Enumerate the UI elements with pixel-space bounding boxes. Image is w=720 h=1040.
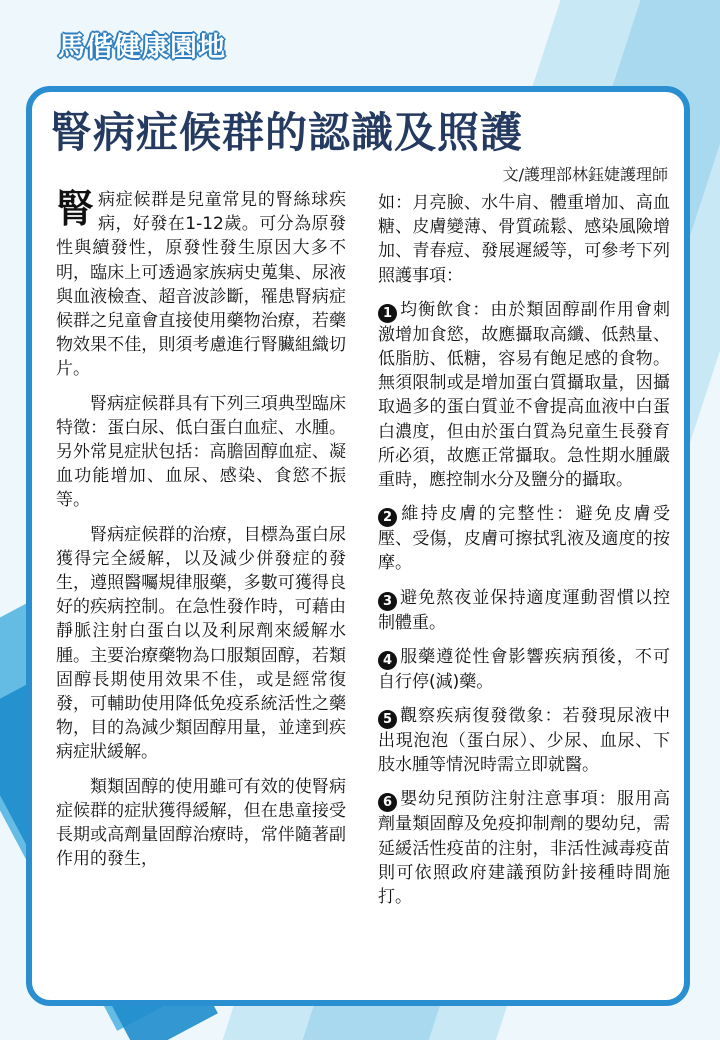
care-item-text: 維持皮膚的完整性：避免皮膚受壓、受傷，皮膚可擦拭乳液及適度的按摩。 bbox=[378, 504, 670, 574]
care-item bbox=[378, 787, 670, 909]
right-column bbox=[378, 191, 670, 919]
care-item bbox=[378, 298, 670, 492]
paragraph-treatment: 腎病症候群的治療，目標為蛋白尿獲得完全緩解，以及減少併發症的發生，遵照醫囑規律服藥，多數可獲得良好的疾病控制。在急性發作時，可藉由靜脈注射白蛋白以及利尿劑來緩解水腫。主要治療藥物為口服類固醇，若類固醇長期使用效果不佳，或是經常復發，可輔助使用降低免疫系統活性之藥物，目的為減少類固醇用量，並達到疾病症狀緩解。 bbox=[56, 524, 346, 763]
care-item bbox=[378, 586, 670, 635]
care-item-text: 觀察疾病復發徵象：若發現尿液中出現泡泡（蛋白尿）、少尿、血尿、下肢水腫等情況時需立即就醫。 bbox=[378, 706, 670, 776]
dropcap: 腎 bbox=[56, 187, 95, 231]
left-column bbox=[56, 188, 346, 881]
paragraph-side-effects: 如：月亮臉、水牛肩、體重增加、高血糖、皮膚變薄、骨質疏鬆、感染風險增加、青春痘、發展遲緩等，可參考下列照護事項： bbox=[378, 193, 670, 286]
number-badge-icon: 3 bbox=[378, 592, 397, 611]
paragraph-intro bbox=[56, 188, 346, 382]
care-item bbox=[378, 645, 670, 694]
number-badge-icon: 6 bbox=[378, 793, 397, 812]
number-badge-icon: 2 bbox=[378, 508, 397, 527]
care-item bbox=[378, 704, 670, 777]
number-badge-icon: 1 bbox=[378, 304, 397, 323]
care-item-text: 均衡飲食：由於類固醇副作用會刺激增加食慾，故應攝取高纖、低熱量、低脂肪、低糖，容易有飽足感的食物。無須限制或是增加蛋白質攝取量，因攝取過多的蛋白質並不會提高血液中白蛋白濃度，但由於蛋白質為兒童生長發育所必須，故應正常攝取。急性期水腫嚴重時，應控制水分及鹽分的攝取。 bbox=[378, 299, 670, 491]
paragraph-steroid: 類類固醇的使用雖可有效的使腎病症候群的症狀獲得緩解，但在患童接受長期或高劑量固醇治療時，常伴隨著副作用的發生， bbox=[56, 776, 346, 870]
article-author: 文/護理部林鈺婕護理師 bbox=[502, 165, 668, 184]
paragraph-text: 病症候群是兒童常見的腎絲球疾病，好發在1-12歲。可分為原發性與續發性，原發性發生原因大多不明，臨床上可透過家族病史蒐集、尿液與血液檢查、超音波診斷，罹患腎病症候群之兒童會直接使用藥物治療，若藥物效果不佳，則須考慮進行腎臟組織切片。 bbox=[56, 190, 346, 380]
number-badge-icon: 4 bbox=[378, 651, 397, 670]
care-item bbox=[378, 502, 670, 575]
article-title: 腎病症候群的認識及照護 bbox=[50, 108, 524, 157]
number-badge-icon: 5 bbox=[378, 710, 397, 729]
paragraph-features: 腎病症候群具有下列三項典型臨床特徵：蛋白尿、低白蛋白血症、水腫。另外常見症狀包括：高膽固醇血症、凝血功能增加、血尿、感染、食慾不振等。 bbox=[56, 393, 346, 511]
brand-title: 馬偕健康園地 bbox=[58, 32, 226, 63]
care-item-text: 避免熬夜並保持適度運動習慣以控制體重。 bbox=[378, 587, 670, 633]
care-item-text: 服藥遵從性會影響疾病預後，不可自行停(減)藥。 bbox=[378, 646, 670, 692]
care-item-text: 嬰幼兒預防注射注意事項：服用高劑量類固醇及免疫抑制劑的嬰幼兒，需延緩活性疫苗的注射，非活性減毒疫苗則可依照政府建議預防針接種時間施打。 bbox=[378, 789, 670, 908]
